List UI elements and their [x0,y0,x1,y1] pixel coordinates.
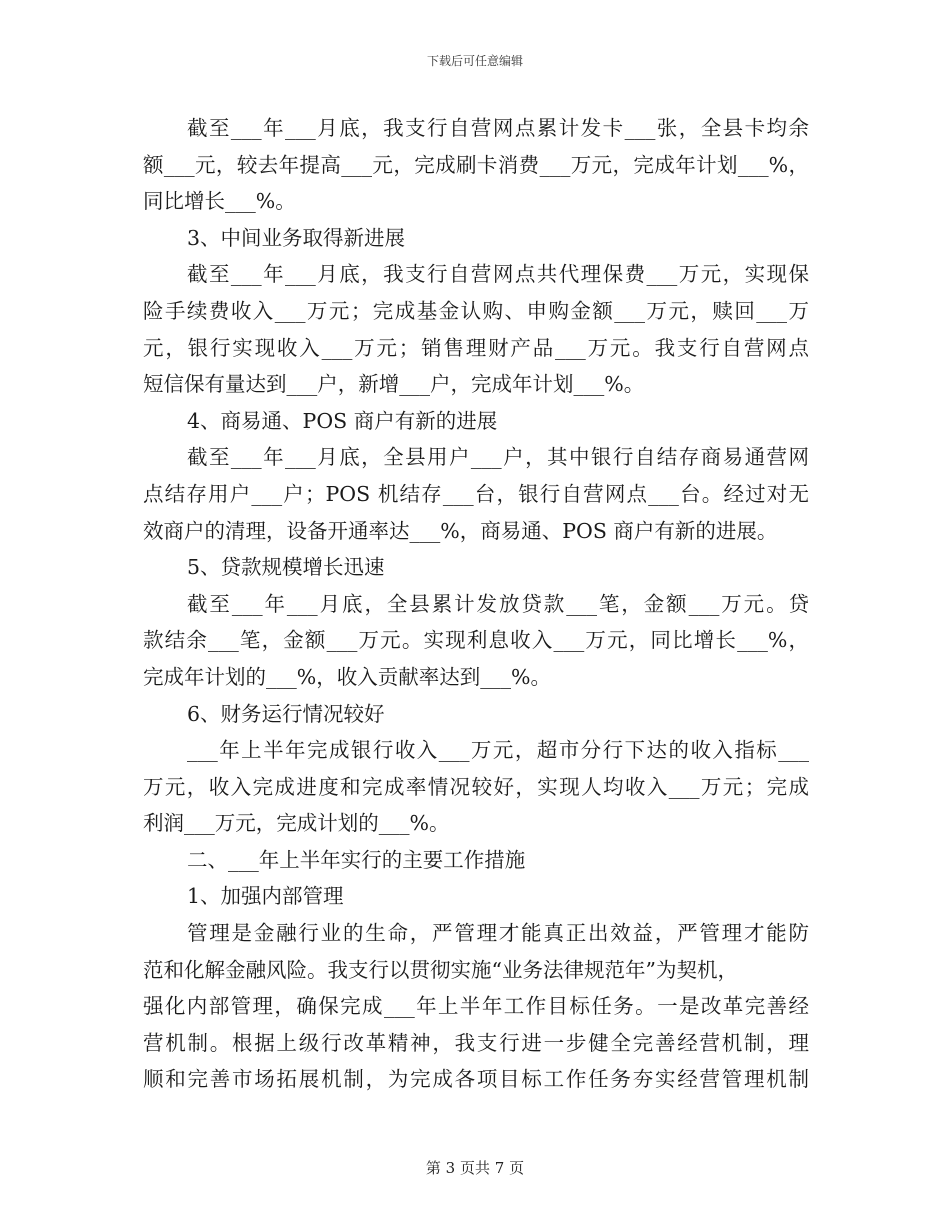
paragraph-line: 利润___万元，完成计划的___%。 [143,811,450,836]
paragraph-line: 强化内部管理，确保完成___年上半年工作目标任务。一是改革完善经 [143,994,809,1019]
paragraph-line: 截至___年___月底，全县用户___户，其中银行自结存商易通营网 [187,445,809,470]
paragraph-line: 截至___年___月底，我支行自营网点共代理保费___万元，实现保 [187,262,809,287]
paragraph-line: 短信保有量达到___户，新增___户，完成年计划___%。 [143,372,645,397]
section-heading: 4、商易通、POS 商户有新的进展 [187,408,498,433]
section-heading: 1、加强内部管理 [187,884,344,909]
document-body [143,110,809,1098]
paragraph-line: 效商户的清理，设备开通率达___%，商易通、POS 商户有新的进展。 [143,518,778,543]
paragraph-line: 同比增长___%。 [143,189,296,214]
paragraph-line: 额___元，较去年提高___元，完成刷卡消费___万元，完成年计划___%， [143,152,809,177]
paragraph-line: 营机制。根据上级行改革精神，我支行进一步健全完善经营机制，理 [143,1030,809,1055]
paragraph-line: 万元，收入完成进度和完成率情况较好，实现人均收入___万元；完成 [143,774,809,799]
paragraph-line: 点结存用户___户；POS 机结存___台，银行自营网点___台。经过对无 [143,481,809,506]
section-heading: 6、财务运行情况较好 [187,701,385,726]
page-footer: 第 3 页共 7 页 [425,1159,525,1177]
paragraph-line: 截至___年___月底，全县累计发放贷款___笔，金额___万元。贷 [187,591,809,616]
paragraph-line: 元，银行实现收入___万元；销售理财产品___万元。我支行自营网点 [143,335,809,360]
section-heading: 二、___年上半年实行的主要工作措施 [187,847,526,872]
paragraph-line: 管理是金融行业的生命，严管理才能真正出效益，严管理才能防 [187,921,809,946]
page-header: 下载后可任意编辑 [426,54,523,68]
paragraph-line: ___年上半年完成银行收入___万元，超市分行下达的收入指标___ [187,738,809,763]
paragraph-line: 范和化解金融风险。我支行以贯彻实施“业务法律规范年”为契机， [143,957,738,982]
section-heading: 5、贷款规模增长迅速 [187,555,385,580]
paragraph-line: 款结余___笔，金额___万元。实现利息收入___万元，同比增长___%， [143,628,809,653]
paragraph-line: 完成年计划的___%，收入贡献率达到___%。 [143,664,551,689]
paragraph-line: 顺和完善市场拓展机制，为完成各项目标工作任务夯实经营管理机制 [143,1067,809,1092]
section-heading: 3、中间业务取得新进展 [187,225,406,250]
paragraph-line: 截至___年___月底，我支行自营网点累计发卡___张，全县卡均余 [187,116,809,140]
paragraph-line: 险手续费收入___万元；完成基金认购、申购金额___万元，赎回___万 [143,298,809,323]
